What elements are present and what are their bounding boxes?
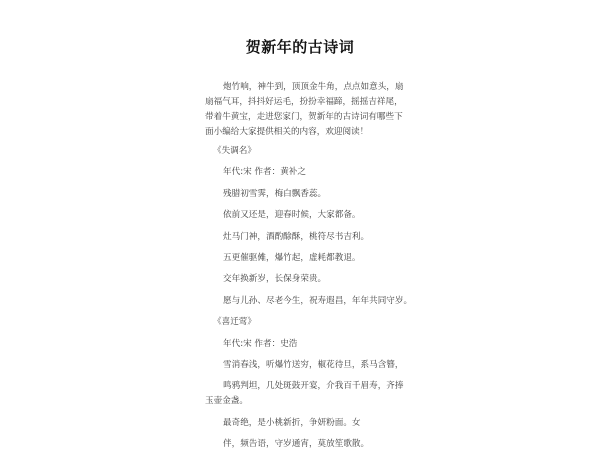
poem2-title: 《喜迁莺》 (213, 317, 256, 328)
poem1-line: 愿与儿孙、尽老今生，祝寿遐昌，年年共同守岁。 (223, 295, 413, 306)
intro-paragraph: 炮竹响，神牛到，顶顶金牛角，点点如意头，扇扇福气耳，抖抖好运毛，扮扮幸福蹄，摇摇吉祥尾，带着牛黄宝，走进您家门，贺新年的古诗词有哪些下面小编给大家提供相关的内容，欢迎阅读！ (205, 82, 404, 137)
poem2-line: 雪消春浅，听爆竹送穷，椒花待旦，系马含簪， (223, 359, 404, 370)
poem1-line: 交年换新岁，长保身荣贵。 (223, 274, 327, 285)
poem1-line: 五更催驱傩，爆竹起，虚耗都教退。 (223, 252, 361, 263)
poem2-line: 最奇绝，是小桃新折，争妍粉面。女 (223, 417, 361, 428)
poem1-era-author: 年代:宋 作者：黄补之 (223, 167, 306, 178)
page-title: 贺新年的古诗词 (245, 38, 355, 56)
poem2-era-author: 年代:宋 作者：史浩 (223, 338, 298, 349)
poem1-line: 依前又还是，迎春时候，大家都备。 (223, 210, 361, 221)
poem1-title: 《失调名》 (213, 146, 256, 156)
poem2-line: 伴，频告语，守岁通宵，莫放笙歌散。 (223, 439, 370, 450)
poem1-line: 残腊初雪霁，梅白飘香蕊。 (223, 188, 327, 199)
poem1-line: 灶马门神，酒酌酴酥，桃符尽书吉利。 (223, 231, 370, 242)
article-body (205, 80, 413, 458)
poem2-line: 鸣鸦判坦，几处斑鼓开宴，介我百千眉寿，齐捧玉壶金盏。 (205, 381, 404, 407)
